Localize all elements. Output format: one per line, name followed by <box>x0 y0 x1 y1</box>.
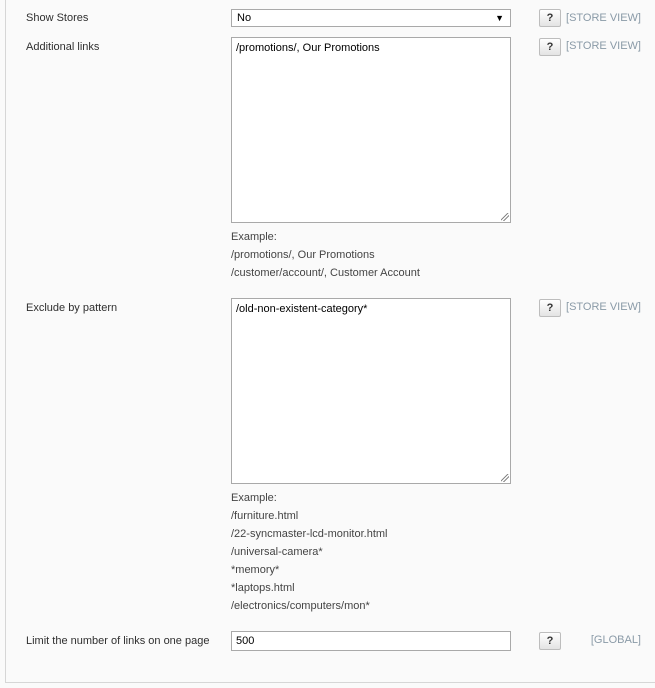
exclude-pattern-label: Exclude by pattern <box>26 302 118 314</box>
limit-links-help-button[interactable]: ? <box>539 632 561 650</box>
additional-links-help-button[interactable]: ? <box>539 38 561 56</box>
limit-links-label: Limit the number of links on one page <box>26 635 210 647</box>
resize-grip-icon[interactable] <box>501 213 509 221</box>
limit-links-input[interactable] <box>231 631 511 651</box>
resize-grip-icon[interactable] <box>501 474 509 482</box>
additional-links-label: Additional links <box>26 41 100 53</box>
show-stores-label: Show Stores <box>26 12 89 24</box>
show-stores-value: No <box>237 12 252 24</box>
show-stores-select[interactable] <box>231 9 511 27</box>
additional-links-hint <box>231 228 420 282</box>
hint-line: *memory* <box>231 564 280 576</box>
exclude-pattern-help-button[interactable]: ? <box>539 299 561 317</box>
hint-line: /22-syncmaster-lcd-monitor.html <box>231 528 388 540</box>
show-stores-help-button[interactable]: ? <box>539 9 561 27</box>
additional-links-scope: [STORE VIEW] <box>566 40 641 52</box>
hint-line: *laptops.html <box>231 582 295 594</box>
hint-line: /electronics/computers/mon* <box>231 600 370 612</box>
exclude-pattern-textarea[interactable] <box>231 298 511 484</box>
limit-links-value: 500 <box>236 635 255 647</box>
hint-line: /furniture.html <box>231 510 299 522</box>
hint-line: /customer/account/, Customer Account <box>231 267 420 279</box>
limit-links-scope: [GLOBAL] <box>590 634 641 646</box>
hint-title: Example: <box>231 492 277 504</box>
additional-links-value: /promotions/, Our Promotions <box>236 42 380 54</box>
hint-line: /universal-camera* <box>231 546 323 558</box>
exclude-pattern-hint <box>231 489 388 615</box>
dropdown-arrow-icon: ▼ <box>495 13 504 23</box>
hint-title: Example: <box>231 231 277 243</box>
show-stores-scope: [STORE VIEW] <box>566 12 641 24</box>
hint-line: /promotions/, Our Promotions <box>231 249 375 261</box>
exclude-pattern-scope: [STORE VIEW] <box>566 301 641 313</box>
additional-links-textarea[interactable] <box>231 37 511 223</box>
exclude-pattern-value: /old-non-existent-category* <box>236 303 368 315</box>
